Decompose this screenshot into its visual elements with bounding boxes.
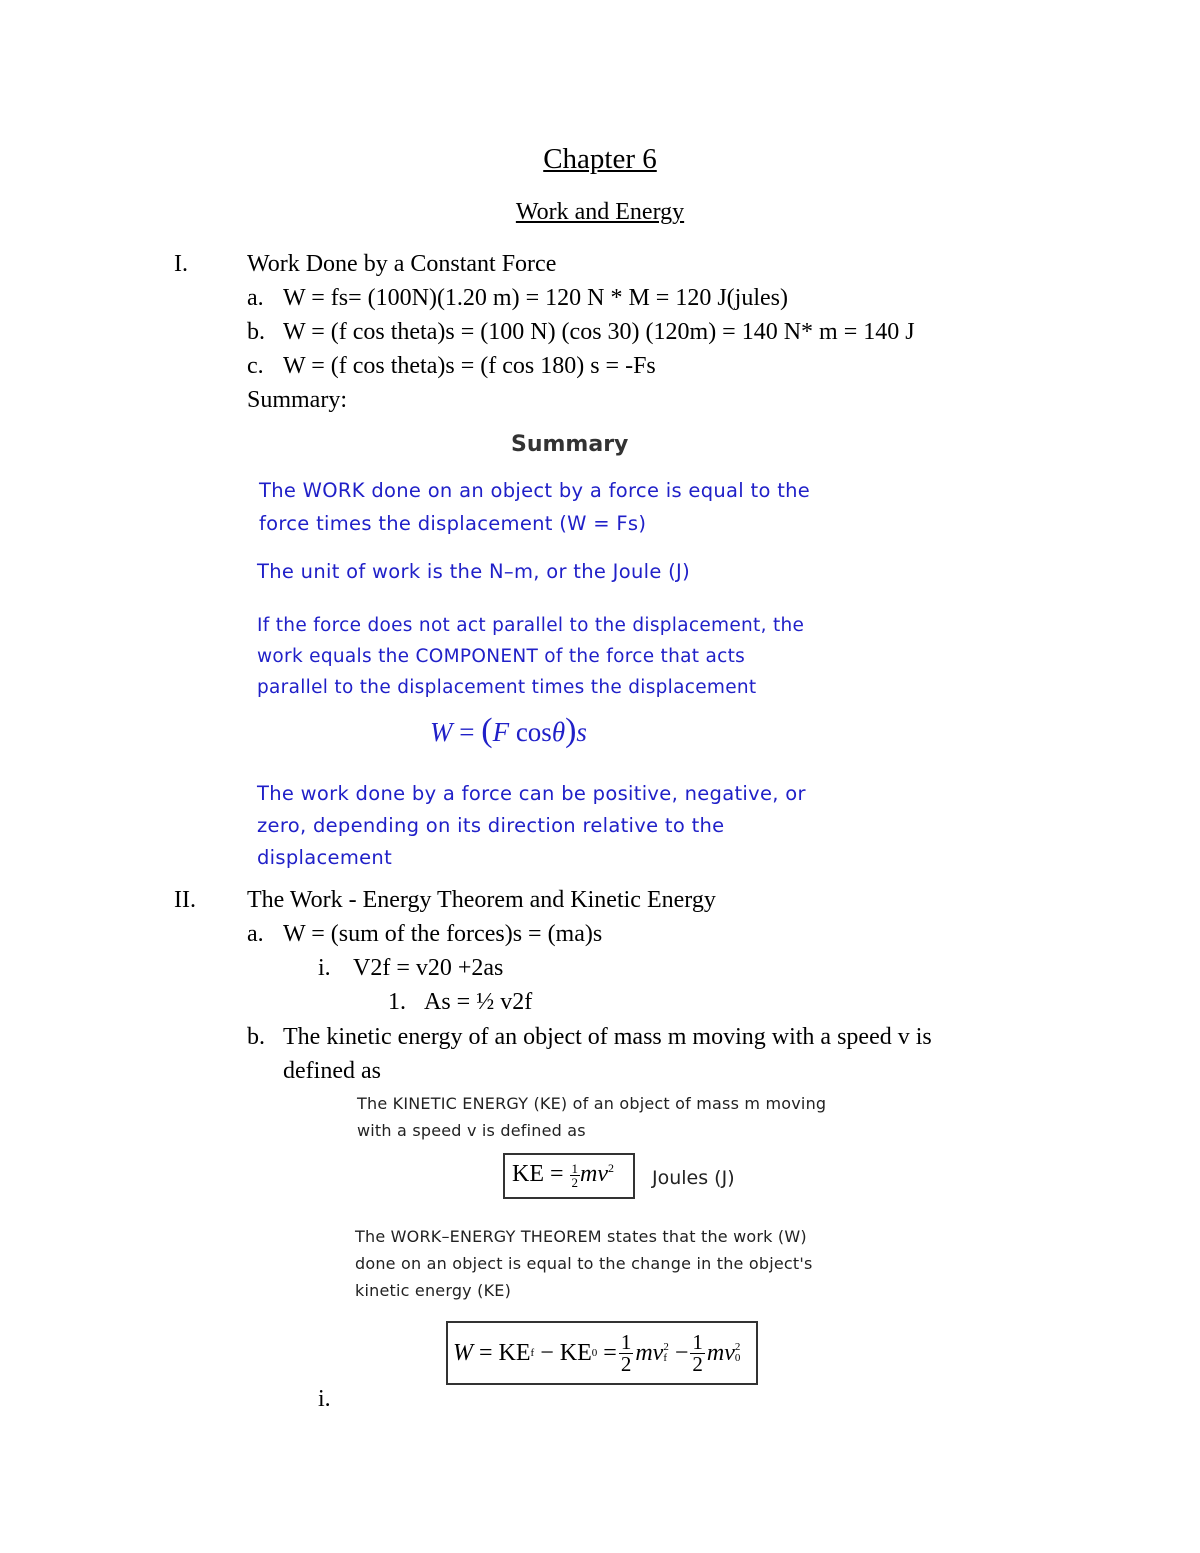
page-title: Chapter 6 [543,143,657,175]
summary-text-line: The work done by a force can be positive, negative, or [257,782,806,805]
list-item-label: i. [318,1386,331,1412]
we-frac-den: 2 [620,1351,632,1376]
ke-frac-den: 2 [571,1174,579,1190]
we-sub-v0: 0 [734,1352,741,1364]
we-formula-equals-2: = [603,1339,617,1366]
formula-w: W [430,717,453,747]
we-formula-ke: KE [498,1339,531,1366]
ke-text-line: with a speed v is defined as [357,1121,586,1140]
summary-text-line: work equals the COMPONENT of the force that acts [257,646,746,667]
list-item-label: a. [247,285,264,311]
ke-formula [512,1161,614,1189]
section-1-heading: Work Done by a Constant Force [247,251,557,277]
summary-text-line: parallel to the displacement times the displacement [257,677,757,698]
ke-formula-v: v [597,1161,609,1187]
list-item-text: W = (sum of the forces)s = (ma)s [283,921,603,947]
summary-label: Summary: [247,387,347,413]
summary-text-line: The unit of work is the N–m, or the Joule (J) [257,560,690,583]
list-item-label: a. [247,921,264,947]
summary-image-heading: Summary [511,432,629,457]
list-item-text: The kinetic energy of an object of mass m moving with a speed v is [283,1024,932,1050]
we-v-2: v [724,1339,735,1366]
formula-equals: = [459,717,475,747]
section-2-heading: The Work - Energy Theorem and Kinetic Energy [247,887,716,913]
we-sub-0: 0 [591,1347,598,1359]
formula-f: F [492,717,510,747]
list-item-label: b. [247,1024,265,1050]
we-minus: − [540,1339,554,1366]
section-2-number: II. [174,887,196,913]
work-energy-formula [453,1330,740,1376]
we-sub-f: f [530,1347,535,1359]
ke-formula-equals: = [550,1161,564,1187]
list-item-label: c. [247,353,264,379]
list-item-text: V2f = v20 +2as [353,955,504,981]
list-item-label: b. [247,319,265,345]
formula-cos: cos [515,717,552,747]
we-frac-num: 1 [620,1329,632,1354]
ke-formula-exp: 2 [608,1161,615,1175]
summary-text-line: force times the displacement (W = Fs) [259,512,647,535]
we-m-2: m [706,1339,725,1366]
summary-text-line: The WORK done on an object by a force is equal to the [259,479,811,502]
ke-frac-num: 1 [571,1160,579,1176]
formula-theta: θ [551,717,566,747]
work-formula: W = (F cosθ)s [430,712,587,749]
list-item-text: W = fs= (100N)(1.20 m) = 120 N * M = 120 J(jules) [283,285,788,311]
ke-formula-m: m [580,1161,598,1187]
work-energy-formula-box [446,1321,758,1385]
we-frac-num-2: 1 [692,1329,703,1354]
formula-s: s [576,717,587,747]
we-frac-den-2: 2 [692,1351,703,1376]
list-item-text: W = (f cos theta)s = (100 N) (cos 30) (120m) = 140 N* m = 140 J [283,319,915,345]
section-1-number: I. [174,251,188,277]
we-minus-2: − [674,1339,689,1366]
we-formula-w: W [453,1339,473,1366]
ke-formula-box [503,1153,635,1199]
we-exp-2: 2 [734,1341,741,1353]
ke-text-line: The WORK–ENERGY THEOREM states that the work (W) [355,1227,807,1246]
summary-text-line: zero, depending on its direction relative to the [257,814,725,837]
ke-units: Joules (J) [652,1167,735,1189]
list-item-label: 1. [388,989,406,1015]
page-subtitle: Work and Energy [515,199,685,225]
ke-text-line: kinetic energy (KE) [355,1281,512,1300]
ke-text-line: done on an object is equal to the change in the object's [355,1254,813,1273]
we-formula-equals: = [479,1339,493,1366]
we-sub-vf: f [663,1352,667,1364]
we-m: m [635,1339,653,1366]
we-v: v [652,1339,664,1366]
list-item-text: As = ½ v2f [424,989,533,1015]
we-exp: 2 [663,1341,669,1353]
summary-text-line: displacement [257,846,393,869]
list-item-label: i. [318,955,331,981]
ke-formula-lhs: KE [512,1161,544,1187]
summary-text-line: If the force does not act parallel to the displacement, the [257,615,805,636]
ke-text-line: The KINETIC ENERGY (KE) of an object of mass m moving [357,1094,827,1113]
list-item-text: defined as [283,1058,381,1084]
list-item-text: W = (f cos theta)s = (f cos 180) s = -Fs [283,353,656,379]
we-formula-ke0: KE [559,1339,592,1366]
